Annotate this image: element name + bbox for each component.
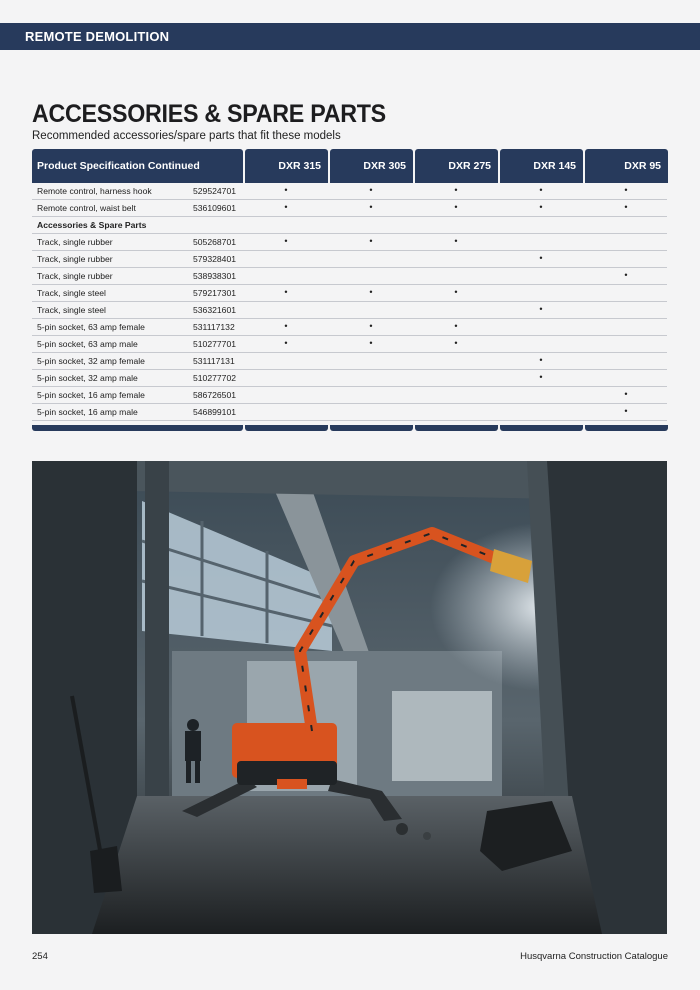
compatibility-dot: • bbox=[284, 185, 288, 195]
section-banner bbox=[0, 23, 700, 50]
part-number: 538938301 bbox=[193, 271, 237, 281]
part-number: 579217301 bbox=[193, 288, 237, 298]
compatibility-dot: • bbox=[284, 287, 288, 297]
table-row bbox=[32, 183, 667, 200]
part-number: 546899101 bbox=[193, 407, 237, 417]
table-row bbox=[32, 234, 667, 251]
table-row bbox=[32, 268, 667, 285]
part-number: 510277701 bbox=[193, 339, 237, 349]
model-column-header-label: DXR 275 bbox=[448, 160, 491, 172]
table-footer-segment bbox=[330, 425, 413, 431]
model-column-header bbox=[245, 149, 328, 183]
product-name: Accessories & Spare Parts bbox=[37, 220, 147, 230]
table-row bbox=[32, 336, 667, 353]
compatibility-dot: • bbox=[454, 185, 458, 195]
compatibility-dot: • bbox=[454, 287, 458, 297]
table-header bbox=[32, 149, 667, 183]
compatibility-dot: • bbox=[369, 185, 373, 195]
compatibility-dot: • bbox=[539, 304, 543, 314]
product-name: Remote control, waist belt bbox=[37, 203, 136, 213]
part-number: 586726501 bbox=[193, 390, 237, 400]
model-column-header bbox=[330, 149, 413, 183]
model-column-header-label: DXR 305 bbox=[363, 160, 406, 172]
compatibility-dot: • bbox=[539, 202, 543, 212]
compatibility-dot: • bbox=[284, 202, 288, 212]
part-number: 536321601 bbox=[193, 305, 237, 315]
product-name: 5-pin socket, 16 amp male bbox=[37, 407, 138, 417]
section-banner-label: REMOTE DEMOLITION bbox=[25, 29, 170, 44]
compatibility-dot: • bbox=[369, 202, 373, 212]
model-column-header bbox=[500, 149, 583, 183]
spec-column-header bbox=[32, 149, 243, 183]
product-name: 5-pin socket, 16 amp female bbox=[37, 390, 145, 400]
compatibility-dot: • bbox=[624, 389, 628, 399]
compatibility-dot: • bbox=[539, 355, 543, 365]
page-number: 254 bbox=[32, 951, 48, 962]
table-row bbox=[32, 387, 667, 404]
part-number: 529524701 bbox=[193, 186, 237, 196]
table-section-row bbox=[32, 217, 667, 234]
part-number: 536109601 bbox=[193, 203, 237, 213]
product-name: 5-pin socket, 63 amp female bbox=[37, 322, 145, 332]
product-name: Track, single rubber bbox=[37, 237, 113, 247]
compatibility-dot: • bbox=[624, 270, 628, 280]
compatibility-dot: • bbox=[539, 253, 543, 263]
model-column-header bbox=[585, 149, 668, 183]
product-name: 5-pin socket, 63 amp male bbox=[37, 339, 138, 349]
compatibility-dot: • bbox=[284, 321, 288, 331]
compatibility-dot: • bbox=[454, 202, 458, 212]
compatibility-dot: • bbox=[369, 236, 373, 246]
compatibility-dot: • bbox=[624, 202, 628, 212]
part-number: 505268701 bbox=[193, 237, 237, 247]
page-title: ACCESSORIES & SPARE PARTS bbox=[32, 100, 386, 128]
part-number: 531117132 bbox=[193, 322, 235, 332]
catalogue-title: Husqvarna Construction Catalogue bbox=[520, 951, 668, 962]
compatibility-dot: • bbox=[369, 338, 373, 348]
product-name: 5-pin socket, 32 amp male bbox=[37, 373, 138, 383]
table-row bbox=[32, 353, 667, 370]
product-name: Track, single rubber bbox=[37, 271, 113, 281]
product-name: 5-pin socket, 32 amp female bbox=[37, 356, 145, 366]
spec-table bbox=[32, 149, 667, 433]
part-number: 510277702 bbox=[193, 373, 237, 383]
product-name: Track, single steel bbox=[37, 305, 106, 315]
compatibility-dot: • bbox=[284, 236, 288, 246]
part-number: 531117131 bbox=[193, 356, 235, 366]
model-column-header-label: DXR 145 bbox=[533, 160, 576, 172]
table-footer-segment bbox=[32, 425, 243, 431]
part-number: 579328401 bbox=[193, 254, 237, 264]
table-footer-segment bbox=[415, 425, 498, 431]
demolition-robot-photo bbox=[32, 461, 667, 934]
compatibility-dot: • bbox=[624, 406, 628, 416]
compatibility-dot: • bbox=[539, 185, 543, 195]
table-footer-bar bbox=[32, 425, 667, 433]
table-row bbox=[32, 404, 667, 421]
product-name: Track, single rubber bbox=[37, 254, 113, 264]
product-name: Track, single steel bbox=[37, 288, 106, 298]
compatibility-dot: • bbox=[369, 287, 373, 297]
table-row bbox=[32, 285, 667, 302]
compatibility-dot: • bbox=[284, 338, 288, 348]
spec-column-header-label: Product Specification Continued bbox=[37, 160, 200, 172]
table-footer-segment bbox=[585, 425, 668, 431]
model-column-header-label: DXR 95 bbox=[624, 160, 661, 172]
page-subtitle: Recommended accessories/spare parts that fit these models bbox=[32, 130, 341, 142]
compatibility-dot: • bbox=[539, 372, 543, 382]
table-row bbox=[32, 319, 667, 336]
product-name: Remote control, harness hook bbox=[37, 186, 152, 196]
table-row bbox=[32, 200, 667, 217]
compatibility-dot: • bbox=[454, 321, 458, 331]
compatibility-dot: • bbox=[454, 236, 458, 246]
table-row bbox=[32, 302, 667, 319]
table-body bbox=[32, 183, 667, 421]
table-row bbox=[32, 251, 667, 268]
model-column-header bbox=[415, 149, 498, 183]
model-column-header-label: DXR 315 bbox=[278, 160, 321, 172]
table-footer-segment bbox=[500, 425, 583, 431]
compatibility-dot: • bbox=[369, 321, 373, 331]
compatibility-dot: • bbox=[454, 338, 458, 348]
compatibility-dot: • bbox=[624, 185, 628, 195]
table-footer-segment bbox=[245, 425, 328, 431]
table-row bbox=[32, 370, 667, 387]
